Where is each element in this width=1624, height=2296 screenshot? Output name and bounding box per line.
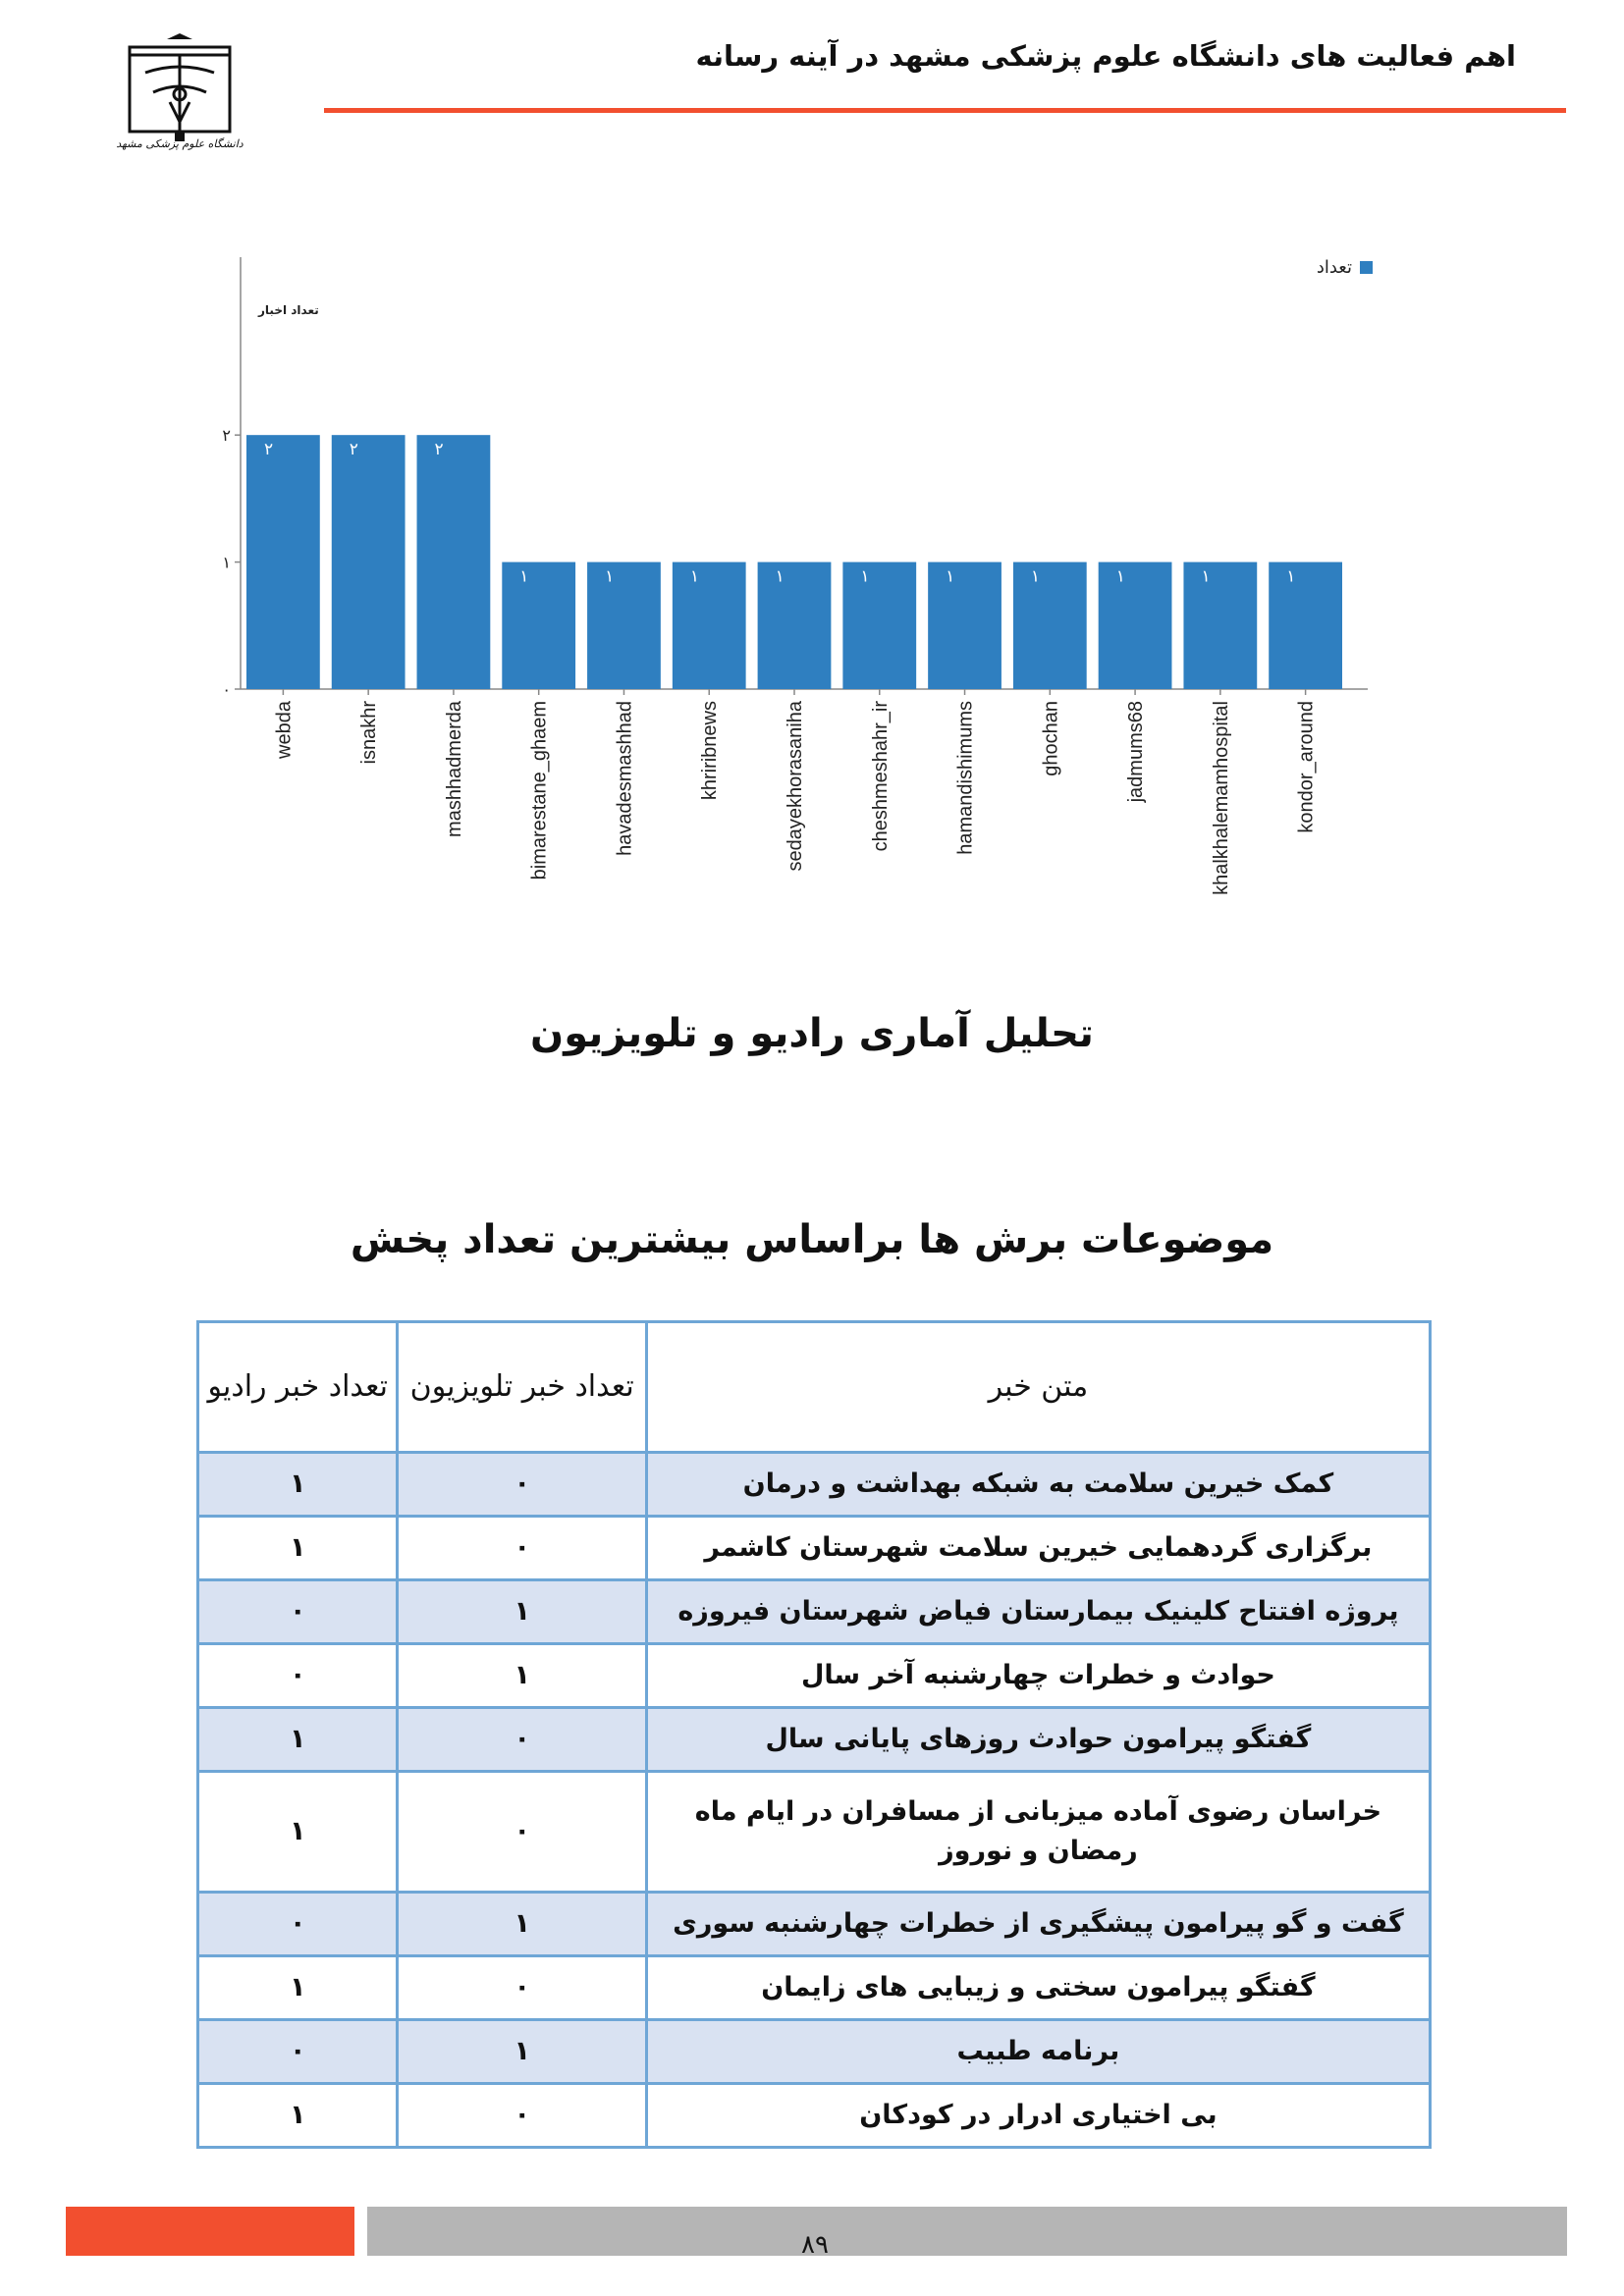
cell-tv: ۱ bbox=[398, 2020, 646, 2084]
x-tick-label: mashhadmerda bbox=[443, 701, 465, 837]
x-tick-label: jadmums68 bbox=[1125, 701, 1148, 803]
table-row bbox=[198, 1517, 1431, 1580]
cell-radio: ۰ bbox=[198, 2020, 398, 2084]
data-label: ۲ bbox=[264, 440, 274, 460]
bar-kondor_around bbox=[1269, 562, 1342, 689]
section-title-topics: موضوعات برش ها براساس بیشترین تعداد پخش bbox=[350, 1217, 1274, 1262]
cell-radio: ۱ bbox=[198, 1956, 398, 2020]
y-tick-label: ۰ bbox=[222, 680, 231, 699]
cell-radio: ۱ bbox=[198, 1772, 398, 1893]
cell-text: گفتگو پیرامون حوادث روزهای پایانی سال bbox=[646, 1708, 1430, 1772]
table-row bbox=[198, 1956, 1431, 2020]
bar-bimarestane_ghaem bbox=[502, 562, 575, 689]
x-tick-label: cheshmeshahr_ir bbox=[869, 701, 892, 852]
col-header-tv: تعداد خبر تلویزیون bbox=[398, 1322, 646, 1453]
table-header-row bbox=[198, 1322, 1431, 1453]
x-tick-label: ghochan bbox=[1040, 701, 1062, 776]
bar-khriribnews bbox=[673, 562, 746, 689]
page-number: ۸۹ bbox=[801, 2230, 829, 2260]
bar-hamandishimums bbox=[928, 562, 1001, 689]
data-label: ۱ bbox=[946, 566, 955, 587]
data-label: ۱ bbox=[775, 566, 785, 587]
table-row bbox=[198, 2084, 1431, 2148]
bar-mashhadmerda bbox=[417, 435, 491, 689]
x-tick-label: khalkhalemamhospital bbox=[1210, 701, 1232, 895]
bar-chart bbox=[211, 245, 1389, 952]
footer-accent-bar bbox=[66, 2207, 354, 2256]
x-tick-label: hamandishimums bbox=[954, 701, 977, 855]
bar-webda bbox=[246, 435, 320, 689]
legend-swatch bbox=[1360, 261, 1373, 274]
x-tick-label: isnakhr bbox=[358, 701, 381, 765]
cell-text: حوادث و خطرات چهارشنبه آخر سال bbox=[646, 1644, 1430, 1708]
cell-text: گفتگو پیرامون سختی و زیبایی های زایمان bbox=[646, 1956, 1430, 2020]
cell-text: برگزاری گردهمایی خیرین سلامت شهرستان کاشمر bbox=[646, 1517, 1430, 1580]
data-label: ۱ bbox=[1030, 566, 1041, 587]
data-label: ۱ bbox=[1286, 566, 1296, 587]
cell-radio: ۱ bbox=[198, 2084, 398, 2148]
cell-radio: ۰ bbox=[198, 1580, 398, 1644]
table-row bbox=[198, 1644, 1431, 1708]
bar-havadesmashhad bbox=[587, 562, 661, 689]
cell-radio: ۱ bbox=[198, 1708, 398, 1772]
data-label: ۲ bbox=[434, 440, 444, 460]
data-label: ۱ bbox=[605, 566, 615, 587]
y-tick-label: ۱ bbox=[222, 553, 231, 572]
footer-bar bbox=[367, 2207, 1567, 2256]
header-title: اهم فعالیت های دانشگاه علوم پزشکی مشهد در آینه رسانه bbox=[695, 39, 1516, 73]
col-header-text: متن خبر bbox=[646, 1322, 1430, 1453]
x-tick-label: bimarestane_ghaem bbox=[528, 701, 551, 881]
cell-radio: ۱ bbox=[198, 1453, 398, 1517]
data-label: ۱ bbox=[1115, 566, 1125, 587]
x-tick-label: kondor_around bbox=[1295, 701, 1318, 833]
cell-tv: ۰ bbox=[398, 1453, 646, 1517]
table-row bbox=[198, 1893, 1431, 1956]
cell-tv: ۰ bbox=[398, 1517, 646, 1580]
data-label: ۱ bbox=[1201, 566, 1211, 587]
x-tick-label: khriribnews bbox=[699, 701, 722, 801]
cell-radio: ۰ bbox=[198, 1893, 398, 1956]
header-divider bbox=[324, 108, 1566, 113]
bar-ghochan bbox=[1013, 562, 1087, 689]
cell-text: خراسان رضوی آماده میزبانی از مسافران در ایام ماه رمضان و نوروز bbox=[646, 1772, 1430, 1893]
y-axis-label: تعداد اخبار bbox=[258, 303, 319, 317]
table-row bbox=[198, 1580, 1431, 1644]
topics-table bbox=[196, 1320, 1432, 2149]
university-seal-icon bbox=[116, 33, 244, 171]
cell-tv: ۰ bbox=[398, 1708, 646, 1772]
bar-cheshmeshahr_ir bbox=[842, 562, 916, 689]
cell-tv: ۰ bbox=[398, 2084, 646, 2148]
data-label: ۱ bbox=[689, 566, 699, 587]
table-row bbox=[198, 1708, 1431, 1772]
cell-radio: ۱ bbox=[198, 1517, 398, 1580]
table-row bbox=[198, 1453, 1431, 1517]
cell-text: کمک خیرین سلامت به شبکه بهداشت و درمان bbox=[646, 1453, 1430, 1517]
bar-khalkhalemamhospital bbox=[1183, 562, 1257, 689]
x-tick-label: webda bbox=[273, 701, 296, 759]
table-row bbox=[198, 2020, 1431, 2084]
chart-svg bbox=[211, 245, 1389, 952]
data-label: ۱ bbox=[860, 566, 870, 587]
cell-text: برنامه طبیب bbox=[646, 2020, 1430, 2084]
cell-tv: ۱ bbox=[398, 1580, 646, 1644]
section-title-radio-tv: تحلیل آماری رادیو و تلویزیون bbox=[530, 1011, 1094, 1056]
cell-radio: ۰ bbox=[198, 1644, 398, 1708]
cell-text: گفت و گو پیرامون پیشگیری از خطرات چهارشنبه سوری bbox=[646, 1893, 1430, 1956]
x-tick-label: sedayekhorasaniha bbox=[785, 701, 806, 872]
logo-caption: دانشگاه علوم پزشکی مشهد bbox=[116, 137, 244, 150]
cell-tv: ۰ bbox=[398, 1956, 646, 2020]
data-label: ۲ bbox=[349, 440, 358, 460]
x-tick-label: havadesmashhad bbox=[614, 701, 636, 856]
col-header-radio: تعداد خبر رادیو bbox=[198, 1322, 398, 1453]
cell-text: بی اختیاری ادرار در کودکان bbox=[646, 2084, 1430, 2148]
cell-tv: ۱ bbox=[398, 1893, 646, 1956]
bar-sedayekhorasaniha bbox=[758, 562, 832, 689]
legend-label: تعداد bbox=[1316, 257, 1352, 278]
data-label: ۱ bbox=[519, 566, 529, 587]
cell-text: پروژه افتتاح کلینیک بیمارستان فیاض شهرستان فیروزه bbox=[646, 1580, 1430, 1644]
cell-tv: ۱ bbox=[398, 1644, 646, 1708]
table-row bbox=[198, 1772, 1431, 1893]
cell-tv: ۰ bbox=[398, 1772, 646, 1893]
bar-isnakhr bbox=[332, 435, 406, 689]
bar-jadmums68 bbox=[1099, 562, 1172, 689]
y-tick-label: ۲ bbox=[222, 426, 231, 446]
